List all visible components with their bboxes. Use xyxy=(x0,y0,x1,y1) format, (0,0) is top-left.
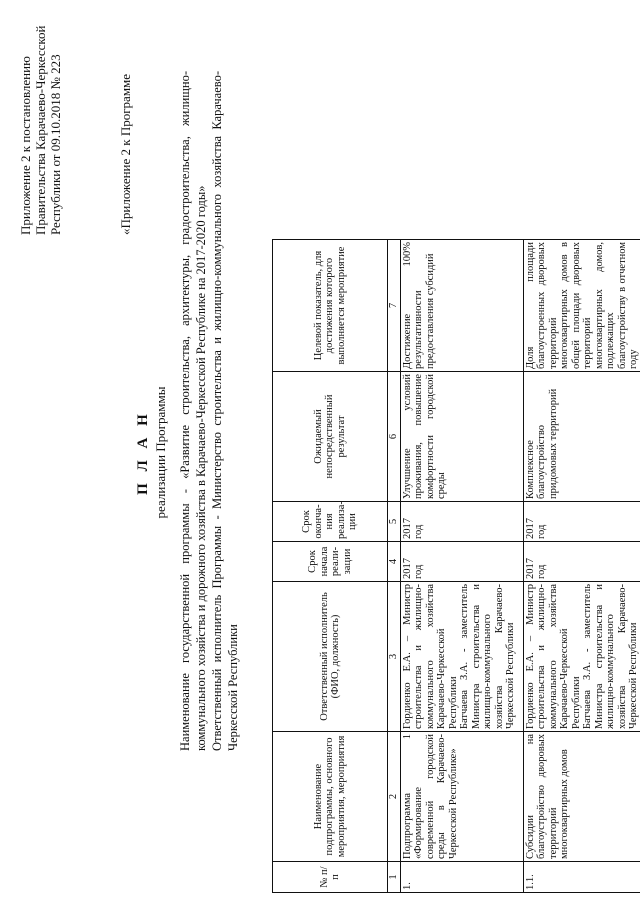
row-result: Улучшение условий проживания, повышение комфортности городской среды xyxy=(400,372,523,502)
row-end: 2017 год xyxy=(400,502,523,542)
col-number: 1 xyxy=(388,862,401,893)
spacer-cell xyxy=(523,8,640,240)
header-spacer xyxy=(273,8,388,240)
plan-subtitle: реализации Программы xyxy=(153,386,168,519)
col-number: 5 xyxy=(388,502,401,542)
program-description xyxy=(177,71,241,751)
header-name: Наименование подпрограммы, основного мероприятия, мероприятия xyxy=(273,732,388,862)
header-end: Срок оконча-ния реализа-ции xyxy=(273,502,388,542)
header-num: № п/п xyxy=(273,862,388,893)
plan-table xyxy=(272,7,640,893)
row-result: Комплексное благоустройство придомовых территорий xyxy=(523,372,640,502)
annex-line-3: Республики от 09.10.2018 № 223 xyxy=(48,54,63,235)
row-target: Доля площади благоустроенных дворовых территорий многоквартирных домов в общей площади дворовых территорий многоквартирных домов, подлежащих благоустройству в отчетном году xyxy=(523,240,640,372)
program-naming: Наименование государственной программы - «Развитие строительства, архитектуры, градостроительства, жилищно-коммунального хозяйства и дорожного хозяйства в Карачаево-Черкесской Республике на 2017-2020 годы» xyxy=(178,71,208,751)
column-number-row xyxy=(388,8,401,893)
annex-line-2: Правительства Карачаево-Черкесской xyxy=(33,25,48,235)
row-num: 1.1. xyxy=(523,862,640,893)
header-target: Целевой показатель, для достижения которого выполняется мероприятие xyxy=(273,240,388,372)
program-responsible: Ответственный исполнитель Программы - Министерство строительства и жилищно-коммунального хозяйства Карачаево-Черкесской Республики xyxy=(210,71,240,751)
col-number: 3 xyxy=(388,582,401,732)
row-start: 2017 год xyxy=(523,542,640,582)
executor-minister: Гордиенко Е.А. – Министр строительства и жилищно-коммунального хозяйства Карачаево-Черкесской Республики xyxy=(401,584,459,729)
header-executor: Ответственный исполнитель (ФИО, должность) xyxy=(273,582,388,732)
table-row xyxy=(400,8,523,893)
plan-title: П Л А Н xyxy=(135,410,151,495)
executor-minister: Гордиенко Е.А. – Министр строительства и жилищно-коммунального хозяйства Карачаево-Черкесской Республики xyxy=(524,584,582,729)
col-number: 4 xyxy=(388,542,401,582)
annex-header xyxy=(18,5,63,235)
row-name: Субсидии на благоустройство дворовых территорий многоквартирных домов xyxy=(523,732,640,862)
row-name: Подпрограмма 1 «Формирование современной городской среды в Карачаево-Черкесской Республике» xyxy=(400,732,523,862)
spacer-cell xyxy=(388,8,401,240)
annex-program-ref: «Приложение 2 к Программе xyxy=(118,73,133,235)
header-start: Срок начала реали-зации xyxy=(273,542,388,582)
table-row xyxy=(523,8,640,893)
table-header-row xyxy=(273,8,388,893)
row-executor xyxy=(523,582,640,732)
row-start: 2017 год xyxy=(400,542,523,582)
row-executor xyxy=(400,582,523,732)
executor-deputy: Батчаева З.А. - заместитель Министра строительства и жилищно-коммунального хозяйства Карачаево-Черкесской Республики xyxy=(582,584,639,729)
executor-deputy: Батчаева З.А. - заместитель Министра строительства и жилищно-коммунального хозяйства Карачаево-Черкесской Республики xyxy=(459,584,516,729)
annex-line-1: Приложение 2 к постановлению xyxy=(18,56,33,235)
col-number: 6 xyxy=(388,372,401,502)
row-end: 2017 год xyxy=(523,502,640,542)
header-result: Ожидаемый непосредственный результат xyxy=(273,372,388,502)
row-num: 1. xyxy=(400,862,523,893)
row-target: Достижение 100% результативности предоставления субсидий xyxy=(400,240,523,372)
col-number: 7 xyxy=(388,240,401,372)
col-number: 2 xyxy=(388,732,401,862)
spacer-cell xyxy=(400,8,523,240)
